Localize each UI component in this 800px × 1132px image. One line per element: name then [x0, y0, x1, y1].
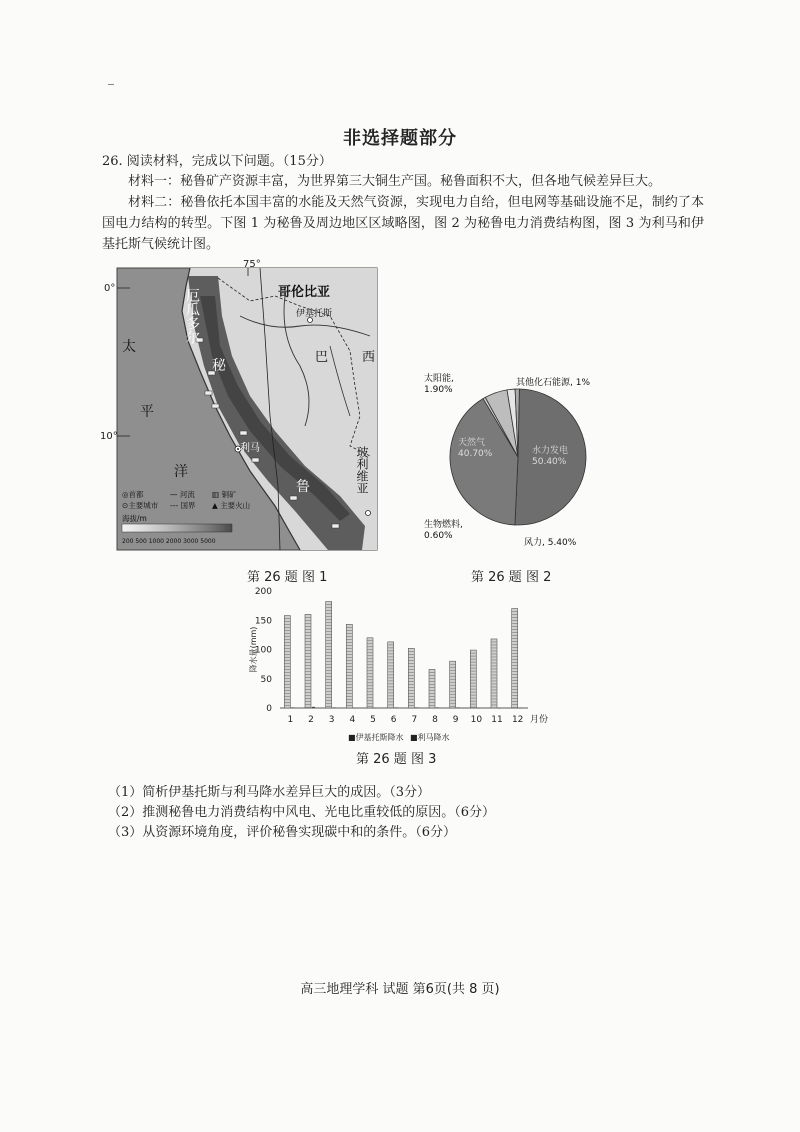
pie-label-2: 生物燃料, 0.60%	[424, 520, 463, 541]
bar-xtick-label: 2	[308, 715, 314, 725]
scan-mark	[108, 84, 114, 85]
bar-xtick-label: 11	[491, 715, 503, 725]
bar-xtick-label: 12	[511, 715, 524, 725]
latitude-0-label: 0°	[104, 283, 116, 294]
bar-iquitos-11	[491, 639, 497, 708]
bar-legend-item: ■利马降水	[410, 733, 450, 742]
copper-mine	[240, 431, 247, 435]
bar-ytick-label: 0	[266, 704, 272, 714]
pie-label-1: 天然气 40.70%	[458, 438, 493, 459]
bar-ylabel: 降水量(mm)	[249, 626, 258, 673]
bolivia-label: 玻利维亚	[355, 446, 369, 494]
iquitos-label: 伊基托斯	[296, 309, 333, 319]
bar-xtick-label: 1	[287, 715, 294, 725]
precipitation-bar-chart	[248, 583, 578, 753]
latitude-10-label: 10°	[100, 431, 118, 442]
bar-lima-6	[395, 707, 398, 708]
material-two: 材料二：秘鲁依托本国丰富的水能及天然气资源，实现电力自给，但电网等基础设施不足，制约了本国电力结构的转型。下图 1 为秘鲁及周边地区区域略图，图 2 为秘鲁电力消费结构图，图 3 为利马和伊基托斯气候统计图。	[102, 195, 704, 252]
bar-lima-8	[436, 707, 439, 708]
bar-ytick-label: 50	[260, 674, 272, 685]
elevation-ticks: 200 500 1000 2000 3000 5000	[122, 538, 216, 545]
bar-ytick-label: 200	[254, 587, 272, 597]
bar-iquitos-10	[470, 650, 476, 708]
bar-xtick-label: 10	[470, 715, 483, 725]
figure2-caption: 第 26 题 图 2	[471, 570, 552, 585]
bar-iquitos-9	[450, 661, 456, 708]
page-footer: 高三地理学科 试题 第6页(共 8 页)	[300, 982, 500, 997]
lima-label: 利马	[240, 443, 260, 454]
pacific-label-3: 洋	[174, 464, 188, 480]
electricity-pie-chart	[420, 365, 630, 555]
copper-mine	[290, 496, 297, 500]
bar-iquitos-2	[305, 614, 311, 708]
bar-xtick-label: 8	[432, 715, 438, 725]
figure1-caption: 第 26 题 图 1	[247, 570, 328, 585]
bar-lima-3	[333, 707, 336, 708]
svg-text:◎首都: ◎首都	[122, 490, 144, 499]
svg-text:--- 国界: --- 国界	[170, 501, 196, 510]
copper-mine	[205, 391, 212, 395]
longitude-label: 75°	[243, 259, 261, 270]
bar-xlabel: 月份	[530, 715, 549, 725]
question-heading: 26. 阅读材料，完成以下问题。（15分）	[102, 154, 332, 169]
pie-label-4: 太阳能, 1.90%	[424, 374, 454, 395]
copper-mine	[212, 404, 219, 408]
sub-question-2: （2）推测秘鲁电力消费结构中风电、光电比重较低的原因。（6分）	[108, 805, 496, 820]
pie-label-3: 风力, 5.40%	[524, 538, 577, 548]
peru-label-1: 秘	[212, 358, 226, 374]
elevation-scale-bar	[122, 524, 232, 532]
svg-text:▲ 主要火山: ▲ 主要火山	[212, 501, 251, 510]
pacific-label-1: 太	[122, 339, 136, 355]
bar-iquitos-5	[367, 638, 373, 708]
copper-mine	[332, 524, 339, 528]
colombia-label: 哥伦比亚	[278, 285, 331, 300]
pie-label-5: 其他化石能源, 1%	[516, 378, 590, 388]
bar-xtick-label: 5	[370, 715, 376, 725]
bar-xtick-label: 9	[452, 715, 459, 725]
pacific-label-2: 平	[140, 404, 154, 420]
bar-xtick-label: 4	[349, 715, 356, 725]
material-one: 材料一：秘鲁矿产资源丰富，为世界第三大铜生产国。秘鲁面积不大，但各地气候差异巨大。	[128, 174, 662, 189]
svg-text:海拔/m: 海拔/m	[122, 514, 147, 523]
svg-text:— 河流: — 河流	[170, 490, 195, 499]
bar-iquitos-3	[326, 602, 332, 708]
bar-legend-item: ■伊基托斯降水	[348, 733, 404, 742]
bar-xtick-label: 6	[390, 715, 397, 725]
bar-lima-7	[415, 707, 418, 708]
bar-ytick-label: 150	[254, 616, 272, 627]
brazil-label-2: 西	[362, 350, 376, 365]
bar-lima-11	[498, 708, 501, 709]
pie-label-0: 水力发电 50.40%	[532, 446, 569, 467]
copper-mine	[252, 458, 259, 462]
bar-xtick-label: 3	[328, 715, 335, 725]
bar-iquitos-1	[284, 616, 290, 708]
bar-ytick-label: 100	[254, 645, 272, 656]
bar-lima-9	[457, 707, 460, 708]
ecuador-label: 厄瓜多尔	[184, 288, 200, 344]
sub-question-1: （1）简析伊基托斯与利马降水差异巨大的成因。（3分）	[108, 785, 431, 800]
svg-text:⊙主要城市: ⊙主要城市	[122, 501, 159, 510]
sub-question-3: （3）从资源环境角度，评价秘鲁实现碳中和的条件。（6分）	[108, 825, 457, 840]
bar-lima-5	[374, 708, 377, 709]
bar-lima-10	[477, 708, 480, 709]
bar-lima-1	[291, 707, 294, 708]
brazil-label-1: 巴	[315, 350, 329, 365]
peru-label-2: 鲁	[296, 479, 310, 495]
peru-region-map	[100, 256, 390, 556]
figure3-caption: 第 26 题 图 3	[356, 752, 437, 767]
svg-text:▥ 铜矿: ▥ 铜矿	[212, 490, 237, 499]
bar-lima-4	[353, 708, 356, 709]
bar-lima-2	[312, 707, 315, 708]
section-title: 非选择题部分	[343, 128, 457, 149]
city-marker	[366, 511, 371, 516]
bar-xtick-label: 7	[411, 715, 418, 725]
bar-lima-12	[519, 708, 522, 709]
